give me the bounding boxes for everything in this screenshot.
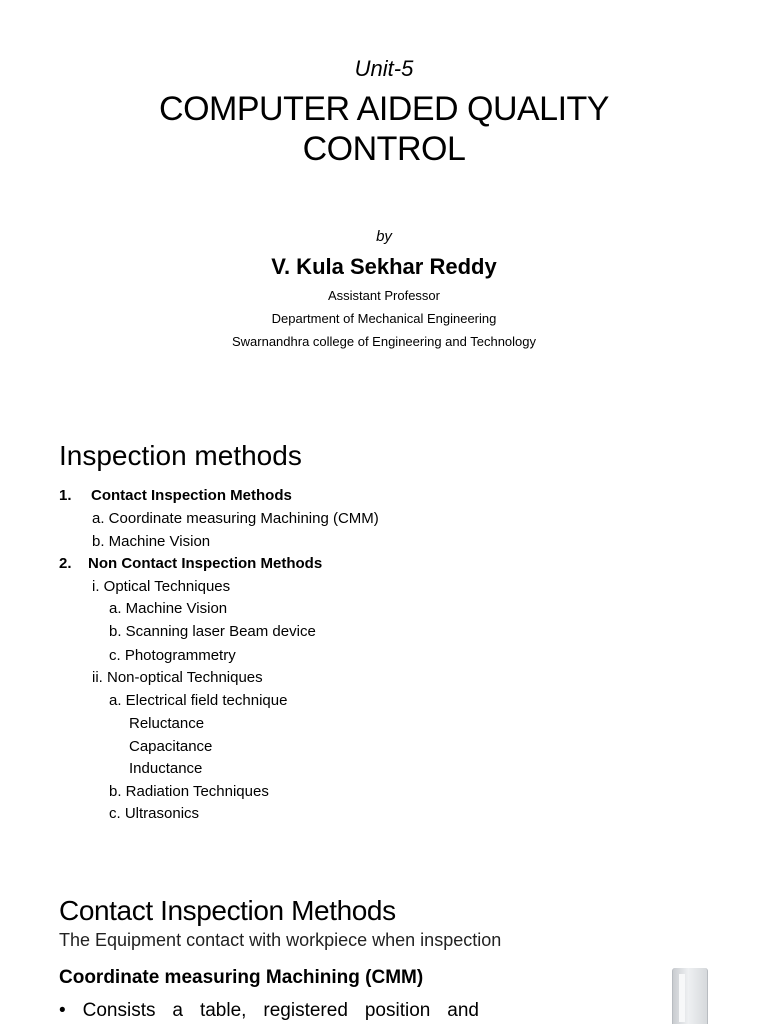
list-item-contact-methods: Contact Inspection Methods (91, 487, 292, 504)
author-position: Assistant Professor (328, 288, 440, 303)
author-college: Swarnandhra college of Engineering and Technology (231, 334, 537, 349)
list-item-machine-vision: b. Machine Vision (92, 533, 211, 550)
list-item-capacitance: Capacitance (129, 738, 213, 755)
unit-label: Unit-5 (354, 56, 414, 81)
list-item-radiation: b. Radiation Techniques (109, 783, 269, 800)
list-item-reluctance: Reluctance (129, 715, 205, 732)
cmm-machine-image (672, 968, 708, 1024)
contact-subtitle: The Equipment contact with workpiece when inspection (59, 930, 502, 950)
list-number-2: 2. (59, 555, 72, 572)
list-item-inductance: Inductance (129, 760, 203, 777)
by-label: by (376, 228, 392, 245)
list-item-ultrasonics: c. Ultrasonics (109, 805, 200, 822)
list-item-optical: i. Optical Techniques (92, 578, 231, 595)
list-item-photogrammetry: c. Photogrammetry (109, 647, 236, 664)
list-item-electrical-field: a. Electrical field technique (109, 692, 288, 709)
list-number-1: 1. (59, 487, 72, 504)
list-item-laser-beam: b. Scanning laser Beam device (109, 623, 316, 640)
list-item-optical-machine-vision: a. Machine Vision (109, 600, 228, 617)
contact-heading: Contact Inspection Methods (59, 895, 396, 926)
list-item-cmm: a. Coordinate measuring Machining (CMM) (92, 510, 379, 527)
document-title (0, 89, 768, 169)
inspection-heading: Inspection methods (59, 440, 302, 471)
cmm-bullet-text: • Consists a table, registered position and (59, 1000, 479, 1021)
title-line-2: CONTROL (302, 130, 466, 168)
list-item-non-contact-methods: Non Contact Inspection Methods (88, 555, 323, 572)
list-item-non-optical: ii. Non-optical Techniques (92, 669, 263, 686)
author-department: Department of Mechanical Engineering (271, 311, 497, 326)
title-line-1: COMPUTER AIDED QUALITY (159, 90, 609, 128)
cmm-heading: Coordinate measuring Machining (CMM) (59, 967, 424, 988)
author-name: V. Kula Sekhar Reddy (271, 254, 497, 279)
